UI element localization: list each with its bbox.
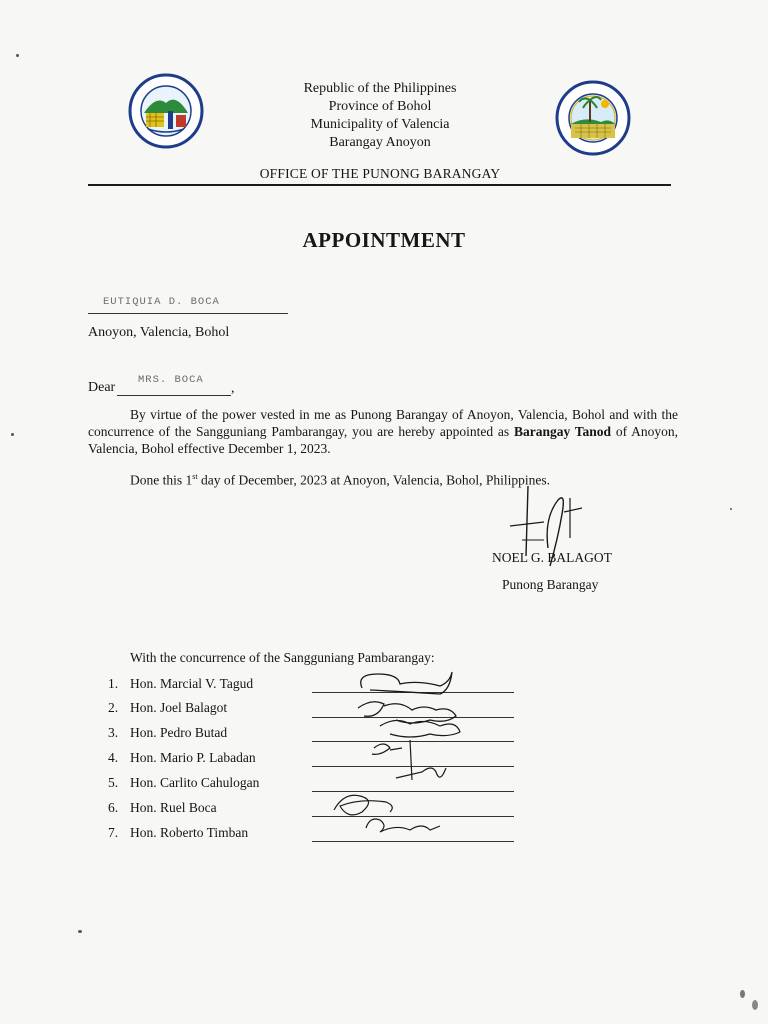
member-name: Hon. Roberto Timban: [130, 825, 249, 840]
list-item: 5. Hon. Carlito Cahulogan: [108, 775, 260, 790]
list-item: 3. Hon. Pedro Butad: [108, 725, 228, 740]
scan-speck: [78, 930, 82, 933]
member-name: Hon. Ruel Boca: [130, 800, 217, 815]
scan-speck: [16, 54, 19, 57]
municipality-seal-logo: [128, 73, 204, 149]
salutation-comma: ,: [231, 381, 235, 396]
member-name: Hon. Marcial V. Tagud: [130, 676, 254, 691]
list-item: 4. Hon. Mario P. Labadan: [108, 750, 256, 765]
council-signatures: [300, 660, 530, 850]
list-item: 2. Hon. Joel Balagot: [108, 700, 228, 715]
header-divider: [88, 184, 671, 186]
letterhead: [230, 80, 530, 152]
header-line-barangay: Barangay Anoyon: [329, 135, 431, 150]
addressee-address: Anoyon, Valencia, Bohol: [88, 325, 230, 340]
member-name: Hon. Pedro Butad: [130, 725, 228, 740]
scan-speck: [11, 433, 14, 436]
barangay-seal-logo: [555, 80, 631, 156]
list-item: 1. Hon. Marcial V. Tagud: [108, 676, 254, 691]
done-ordinal: st: [192, 472, 198, 481]
list-item: 6. Hon. Ruel Boca: [108, 800, 217, 815]
done-text-b: day of December, 2023 at Anoyon, Valencia, Bohol, Philippines.: [197, 472, 550, 488]
scan-speck: [752, 1000, 758, 1010]
member-name: Hon. Carlito Cahulogan: [130, 775, 260, 790]
appointment-paragraph: [88, 406, 678, 457]
member-name: Hon. Joel Balagot: [130, 700, 228, 715]
scan-speck: [740, 990, 745, 998]
salutation-prefix: Dear: [88, 380, 116, 395]
addressee-underline: [88, 313, 288, 314]
paragraph-text-b: of Anoyon, Valencia, Bohol effective December 1, 2023.: [88, 424, 679, 456]
done-statement: [130, 472, 550, 489]
header-line-municipality: Municipality of Valencia: [310, 117, 450, 132]
header-line-province: Province of Bohol: [328, 99, 432, 114]
concurrence-intro: With the concurrence of the Sangguniang Pambarangay:: [130, 650, 435, 665]
signatory-title: Punong Barangay: [502, 577, 599, 592]
list-item: 7. Hon. Roberto Timban: [108, 825, 249, 840]
done-text-a: Done this 1: [130, 472, 193, 488]
paragraph-text-a: By virtue of the power vested in me as Punong Barangay of Anoyon, Valencia, Bohol and with the concurrence of the Sangguniang Pambarangay, you are hereby appointed as: [88, 407, 678, 439]
document-title: APPOINTMENT: [302, 228, 466, 252]
salutation-underline: [117, 395, 231, 396]
signatory-name: NOEL G. BALAGOT: [492, 550, 612, 565]
salutation-name: MRS. BOCA: [138, 374, 204, 386]
header-line-republic: Republic of the Philippines: [303, 81, 457, 96]
scan-speck: [730, 508, 732, 510]
appointed-position: Barangay Tanod: [513, 424, 612, 439]
addressee-name: EUTIQUIA D. BOCA: [103, 296, 220, 308]
office-heading: OFFICE OF THE PUNONG BARANGAY: [259, 166, 501, 181]
member-name: Hon. Mario P. Labadan: [130, 750, 256, 765]
